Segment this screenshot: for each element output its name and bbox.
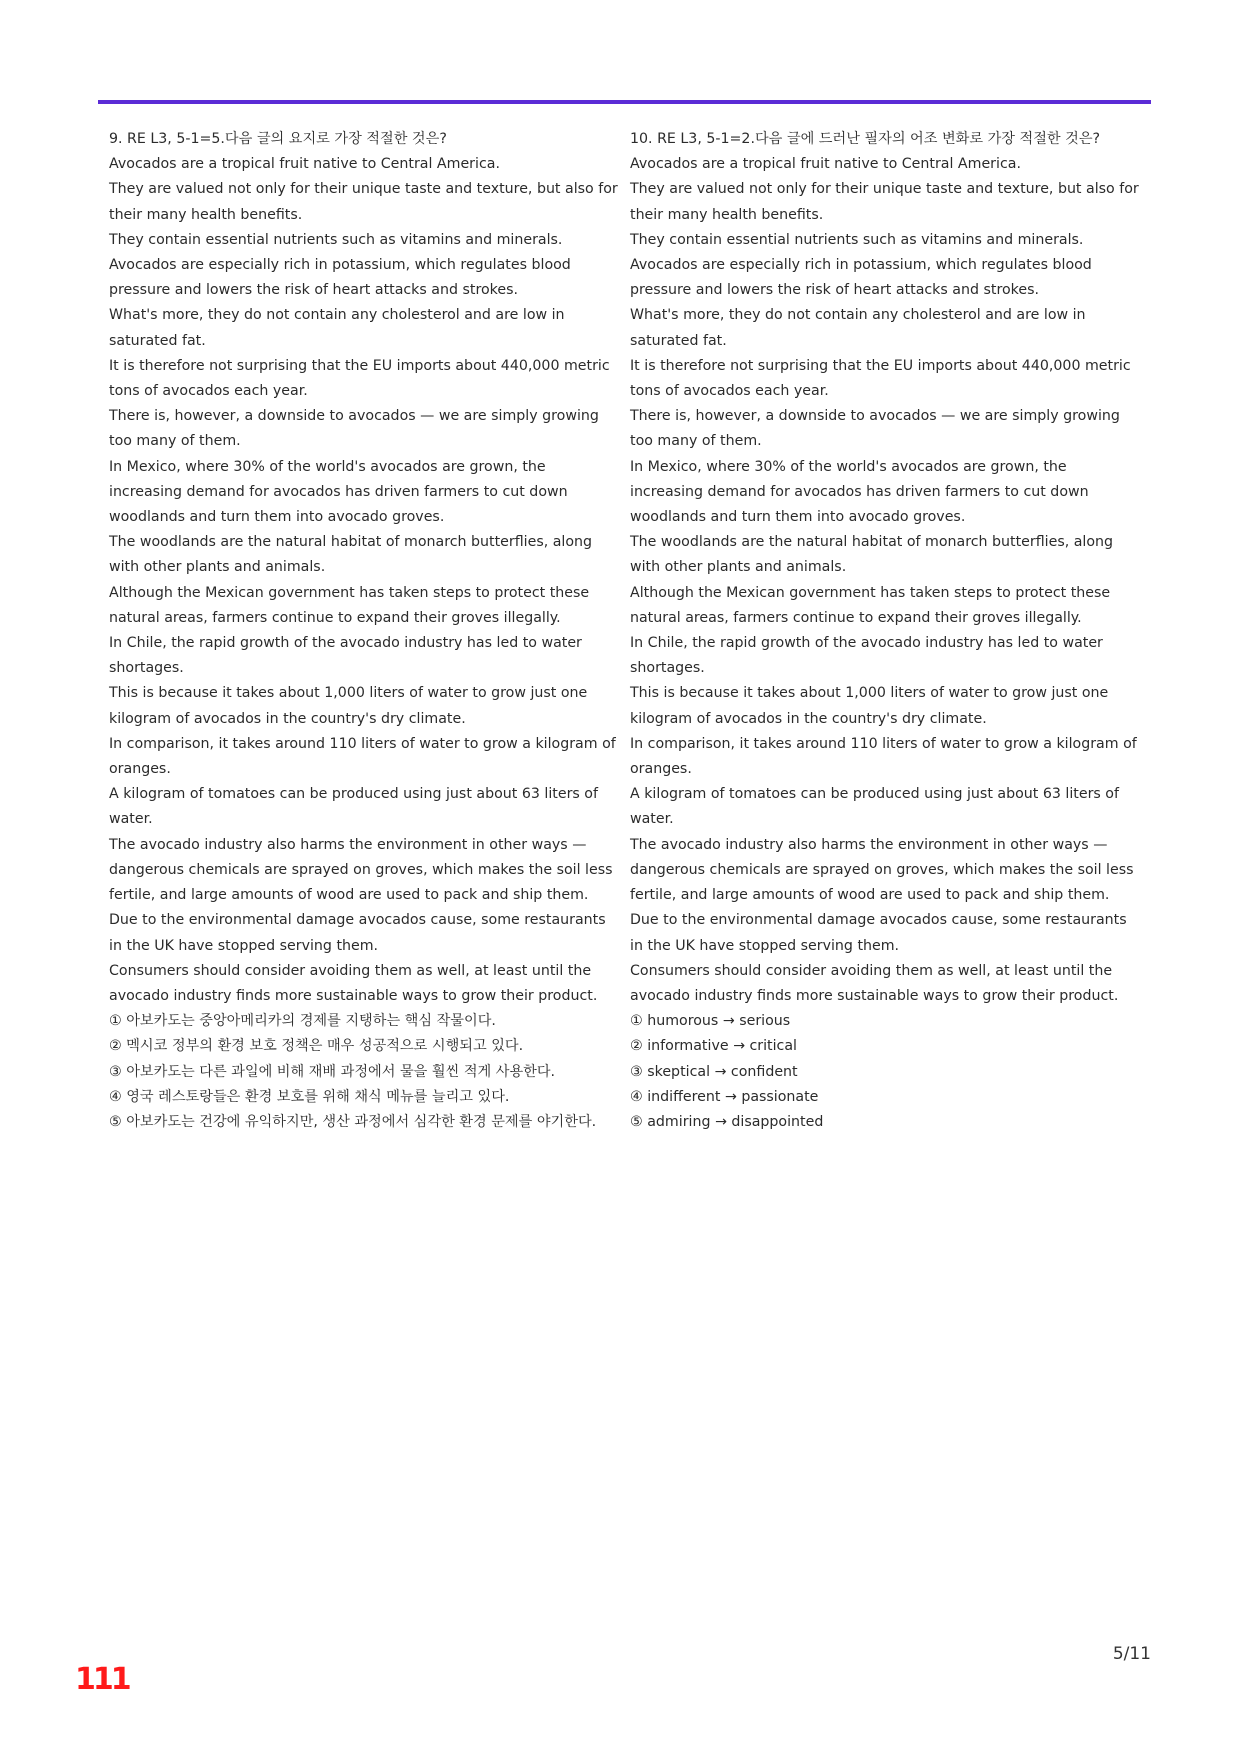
question-title: 10. RE L3, 5-1=2.다음 글에 드러난 필자의 어조 변화로 가장 적절한 것은? (630, 131, 1101, 147)
answer-choice[interactable]: ① humorous → serious (630, 1013, 791, 1030)
answer-choice[interactable]: ② 멕시코 정부의 환경 보호 정책은 매우 성공적으로 시행되고 있다. (109, 1038, 524, 1055)
answer-choice[interactable]: ② informative → critical (630, 1038, 797, 1055)
passage-sentence: It is therefore not surprising that the EU imports about 440,000 metric tons of avocados each year. (109, 357, 610, 400)
passage-sentence: The avocado industry also harms the environment in other ways — dangerous chemicals are sprayed on groves, which makes the soil less fertile, and large amounts of wood are used to pack and ship them. (630, 836, 1134, 904)
passage-sentence: Avocados are a tropical fruit native to Central America. (109, 156, 500, 173)
passage-sentence: A kilogram of tomatoes can be produced using just about 63 liters of water. (109, 786, 598, 828)
answer-choices (630, 1009, 1140, 1135)
passage-sentence: The woodlands are the natural habitat of monarch butterflies, along with other plants and animals. (630, 534, 1114, 576)
answer-choice[interactable]: ① 아보카도는 중앙아메리카의 경제를 지탱하는 핵심 작물이다. (109, 1013, 496, 1030)
question-9 (109, 127, 619, 1135)
passage-sentence: Avocados are a tropical fruit native to Central America. (630, 156, 1021, 173)
page-number: 5/11 (1112, 1644, 1151, 1664)
passage-sentence: They are valued not only for their unique taste and texture, but also for their many health benefits. (630, 181, 1139, 223)
question-10 (630, 127, 1140, 1135)
passage-sentence: Although the Mexican government has taken steps to protect these natural areas, farmers continue to expand their groves illegally. (109, 584, 590, 626)
passage-sentence: It is therefore not surprising that the EU imports about 440,000 metric tons of avocados each year. (630, 357, 1131, 400)
answer-choices (109, 1009, 619, 1135)
passage-sentence: In Chile, the rapid growth of the avocado industry has led to water shortages. (109, 635, 582, 677)
passage-sentence: Consumers should consider avoiding them as well, at least until the avocado industry finds more sustainable ways to grow their product. (630, 962, 1119, 1004)
passage-sentence: A kilogram of tomatoes can be produced using just about 63 liters of water. (630, 786, 1119, 828)
passage-sentence: What's more, they do not contain any cholesterol and are low in saturated fat. (109, 307, 565, 349)
passage (630, 152, 1140, 1009)
passage-sentence: Due to the environmental damage avocados cause, some restaurants in the UK have stopped serving them. (630, 912, 1127, 954)
passage-sentence: They contain essential nutrients such as vitamins and minerals. (109, 231, 563, 248)
passage-sentence: There is, however, a downside to avocados — we are simply growing too many of them. (630, 408, 1120, 450)
passage-sentence: They contain essential nutrients such as vitamins and minerals. (630, 231, 1084, 248)
passage-sentence: Although the Mexican government has taken steps to protect these natural areas, farmers continue to expand their groves illegally. (630, 584, 1111, 626)
answer-choice[interactable]: ⑤ admiring → disappointed (630, 1113, 824, 1130)
passage-sentence: What's more, they do not contain any cholesterol and are low in saturated fat. (630, 307, 1086, 349)
answer-choice[interactable]: ③ skeptical → confident (630, 1063, 798, 1080)
passage-sentence: There is, however, a downside to avocados — we are simply growing too many of them. (109, 408, 599, 450)
header-divider (98, 100, 1151, 104)
passage-sentence: They are valued not only for their unique taste and texture, but also for their many health benefits. (109, 181, 618, 223)
brand-logo: 111 (75, 1662, 129, 1697)
passage-sentence: Due to the environmental damage avocados cause, some restaurants in the UK have stopped serving them. (109, 912, 606, 954)
passage-sentence: This is because it takes about 1,000 liters of water to grow just one kilogram of avocados in the country's dry climate. (630, 685, 1109, 727)
answer-choice[interactable]: ③ 아보카도는 다른 과일에 비해 재배 과정에서 물을 훨씬 적게 사용한다. (109, 1063, 556, 1080)
answer-choice[interactable]: ⑤ 아보카도는 건강에 유익하지만, 생산 과정에서 심각한 환경 문제를 야기한다. (109, 1113, 597, 1130)
passage-sentence: In Mexico, where 30% of the world's avocados are grown, the increasing demand for avocados has driven farmers to cut down woodlands and turn them into avocado groves. (630, 458, 1089, 526)
passage-sentence: Consumers should consider avoiding them as well, at least until the avocado industry finds more sustainable ways to grow their product. (109, 962, 598, 1004)
passage-sentence: This is because it takes about 1,000 liters of water to grow just one kilogram of avocados in the country's dry climate. (109, 685, 588, 727)
passage-sentence: In Chile, the rapid growth of the avocado industry has led to water shortages. (630, 635, 1103, 677)
passage-sentence: In comparison, it takes around 110 liters of water to grow a kilogram of oranges. (109, 735, 616, 778)
passage (109, 152, 619, 1009)
answer-choice[interactable]: ④ indifferent → passionate (630, 1088, 819, 1105)
passage-sentence: The woodlands are the natural habitat of monarch butterflies, along with other plants and animals. (109, 534, 593, 576)
passage-sentence: Avocados are especially rich in potassium, which regulates blood pressure and lowers the risk of heart attacks and strokes. (109, 257, 571, 299)
passage-sentence: In comparison, it takes around 110 liters of water to grow a kilogram of oranges. (630, 735, 1137, 778)
passage-sentence: The avocado industry also harms the environment in other ways — dangerous chemicals are sprayed on groves, which makes the soil less fertile, and large amounts of wood are used to pack and ship them. (109, 836, 613, 904)
answer-choice[interactable]: ④ 영국 레스토랑들은 환경 보호를 위해 채식 메뉴를 늘리고 있다. (109, 1088, 510, 1105)
passage-sentence: In Mexico, where 30% of the world's avocados are grown, the increasing demand for avocados has driven farmers to cut down woodlands and turn them into avocado groves. (109, 458, 568, 526)
passage-sentence: Avocados are especially rich in potassium, which regulates blood pressure and lowers the risk of heart attacks and strokes. (630, 257, 1092, 299)
question-title: 9. RE L3, 5-1=5.다음 글의 요지로 가장 적절한 것은? (109, 131, 447, 147)
